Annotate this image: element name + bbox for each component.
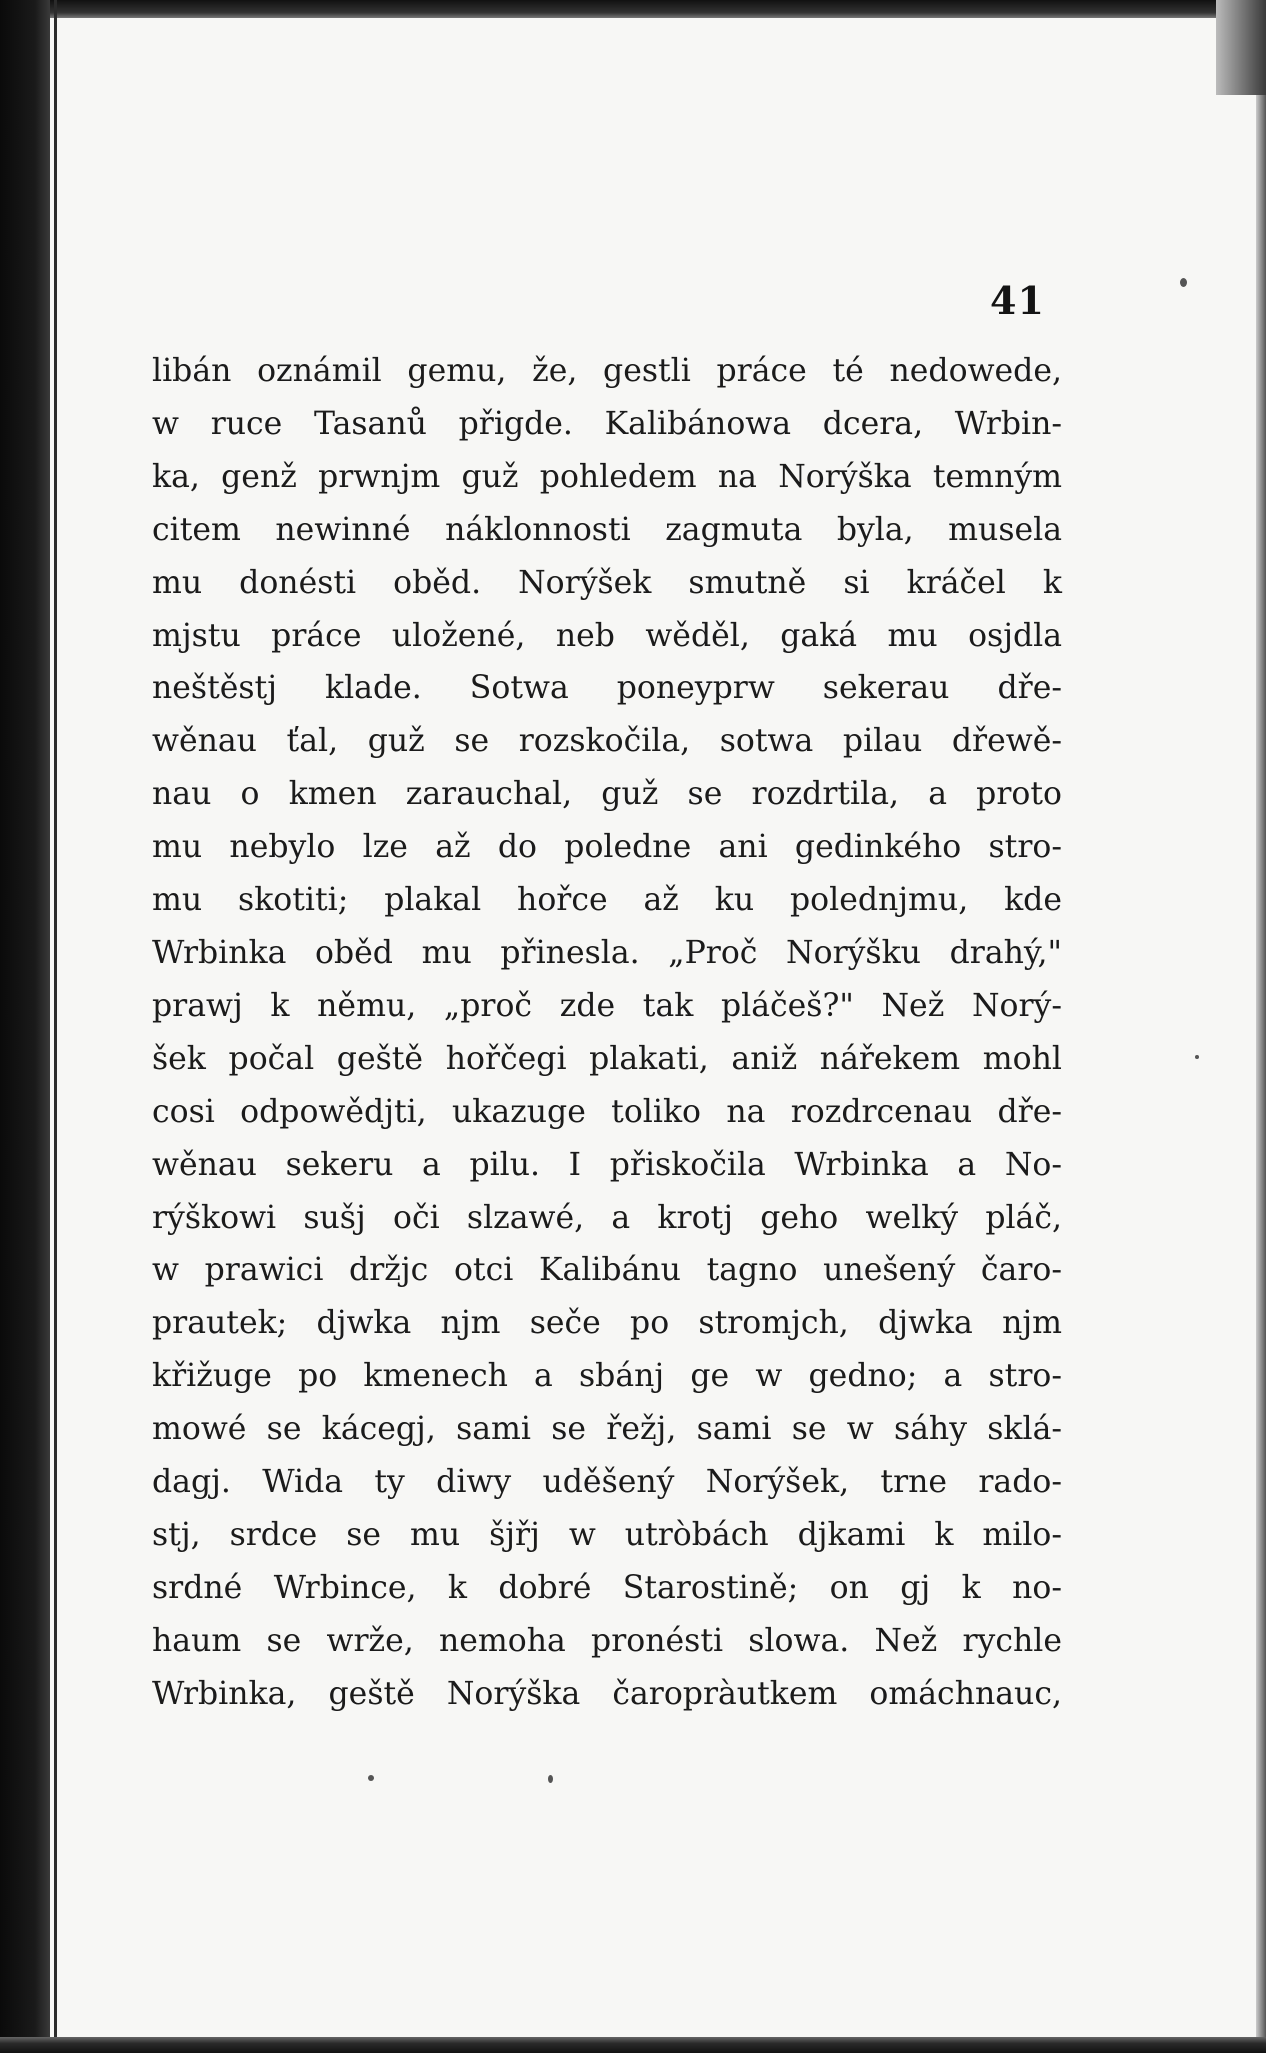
scan-border-right-top bbox=[1216, 0, 1266, 95]
scan-border-right bbox=[1256, 0, 1266, 2053]
text-line: mjstu práce uložené, neb wěděl, gaká mu osjdla bbox=[152, 617, 1062, 654]
text-line: rýškowi sušj oči slzawé, a krotj geho welký pláč, bbox=[152, 1199, 1062, 1236]
text-line: prautek; djwka njm seče po stromjch, djwka njm bbox=[152, 1305, 1062, 1342]
text-line: libán oznámil gemu, že, gestli práce té nedowede, bbox=[152, 353, 1062, 389]
text-line: w prawici držjc otci Kalibánu tagno unešený čaro- bbox=[152, 1252, 1062, 1289]
text-line: srdné Wrbince, k dobré Starostině; on gj k no- bbox=[152, 1569, 1062, 1606]
text-line: Wrbinka oběd mu přinesla. „Proč Norýšku drahý," bbox=[152, 934, 1062, 971]
scan-border-top bbox=[0, 0, 1266, 18]
text-line: cosi odpowědjti, ukazuge toliko na rozdrcenau dře- bbox=[152, 1093, 1062, 1130]
dust-speck bbox=[1180, 278, 1187, 287]
text-line: stj, srdce se mu šjřj w utròbách djkami k milo- bbox=[152, 1516, 1062, 1553]
text-line: prawj k němu, „proč zde tak pláčeš?" Než Norý- bbox=[152, 987, 1062, 1024]
text-line: mowé se kácegj, sami se řežj, sami se w sáhy sklá- bbox=[152, 1411, 1062, 1448]
body-text bbox=[152, 345, 1062, 1721]
scan-border-left bbox=[0, 0, 50, 2053]
text-line: haum se wrže, nemoha pronésti slowa. Než rychle bbox=[152, 1622, 1062, 1659]
text-line: Wrbinka, geště Norýška čaropràutkem omáchnauc, bbox=[152, 1675, 1062, 1712]
dust-speck bbox=[368, 1775, 374, 1781]
text-line: ka, genž prwnjm guž pohledem na Norýška temným bbox=[152, 458, 1062, 495]
dust-speck bbox=[548, 1775, 553, 1783]
page-number: 41 bbox=[990, 278, 1045, 323]
text-line: dagj. Wida ty diwy uděšený Norýšek, trne rado- bbox=[152, 1464, 1062, 1501]
text-line: šek počal geště hořčegi plakati, aniž nářekem mohl bbox=[152, 1040, 1062, 1077]
text-line: wěnau ťal, guž se rozskočila, sotwa pilau dřewě- bbox=[152, 723, 1062, 760]
text-line: nau o kmen zarauchal, guž se rozdrtila, a proto bbox=[152, 776, 1062, 813]
text-line: mu donésti oběd. Norýšek smutně si kráčel k bbox=[152, 564, 1062, 601]
text-line: mu skotiti; plakal hořce až ku polednjmu, kde bbox=[152, 882, 1062, 919]
dust-speck bbox=[1195, 1055, 1199, 1059]
scan-border-bottom bbox=[0, 2037, 1266, 2053]
text-line: křižuge po kmenech a sbánj ge w gedno; a stro- bbox=[152, 1358, 1062, 1395]
text-line: mu nebylo lze až do poledne ani gedinkého stro- bbox=[152, 829, 1062, 866]
text-line: neštěstj klade. Sotwa poneyprw sekerau dře- bbox=[152, 670, 1062, 707]
scan-border-left-line bbox=[54, 0, 57, 2053]
text-line: w ruce Tasanů přigde. Kalibánowa dcera, Wrbin- bbox=[152, 405, 1062, 442]
text-line: citem newinné náklonnosti zagmuta byla, musela bbox=[152, 511, 1062, 548]
text-line: wěnau sekeru a pilu. I přiskočila Wrbinka a No- bbox=[152, 1146, 1062, 1183]
